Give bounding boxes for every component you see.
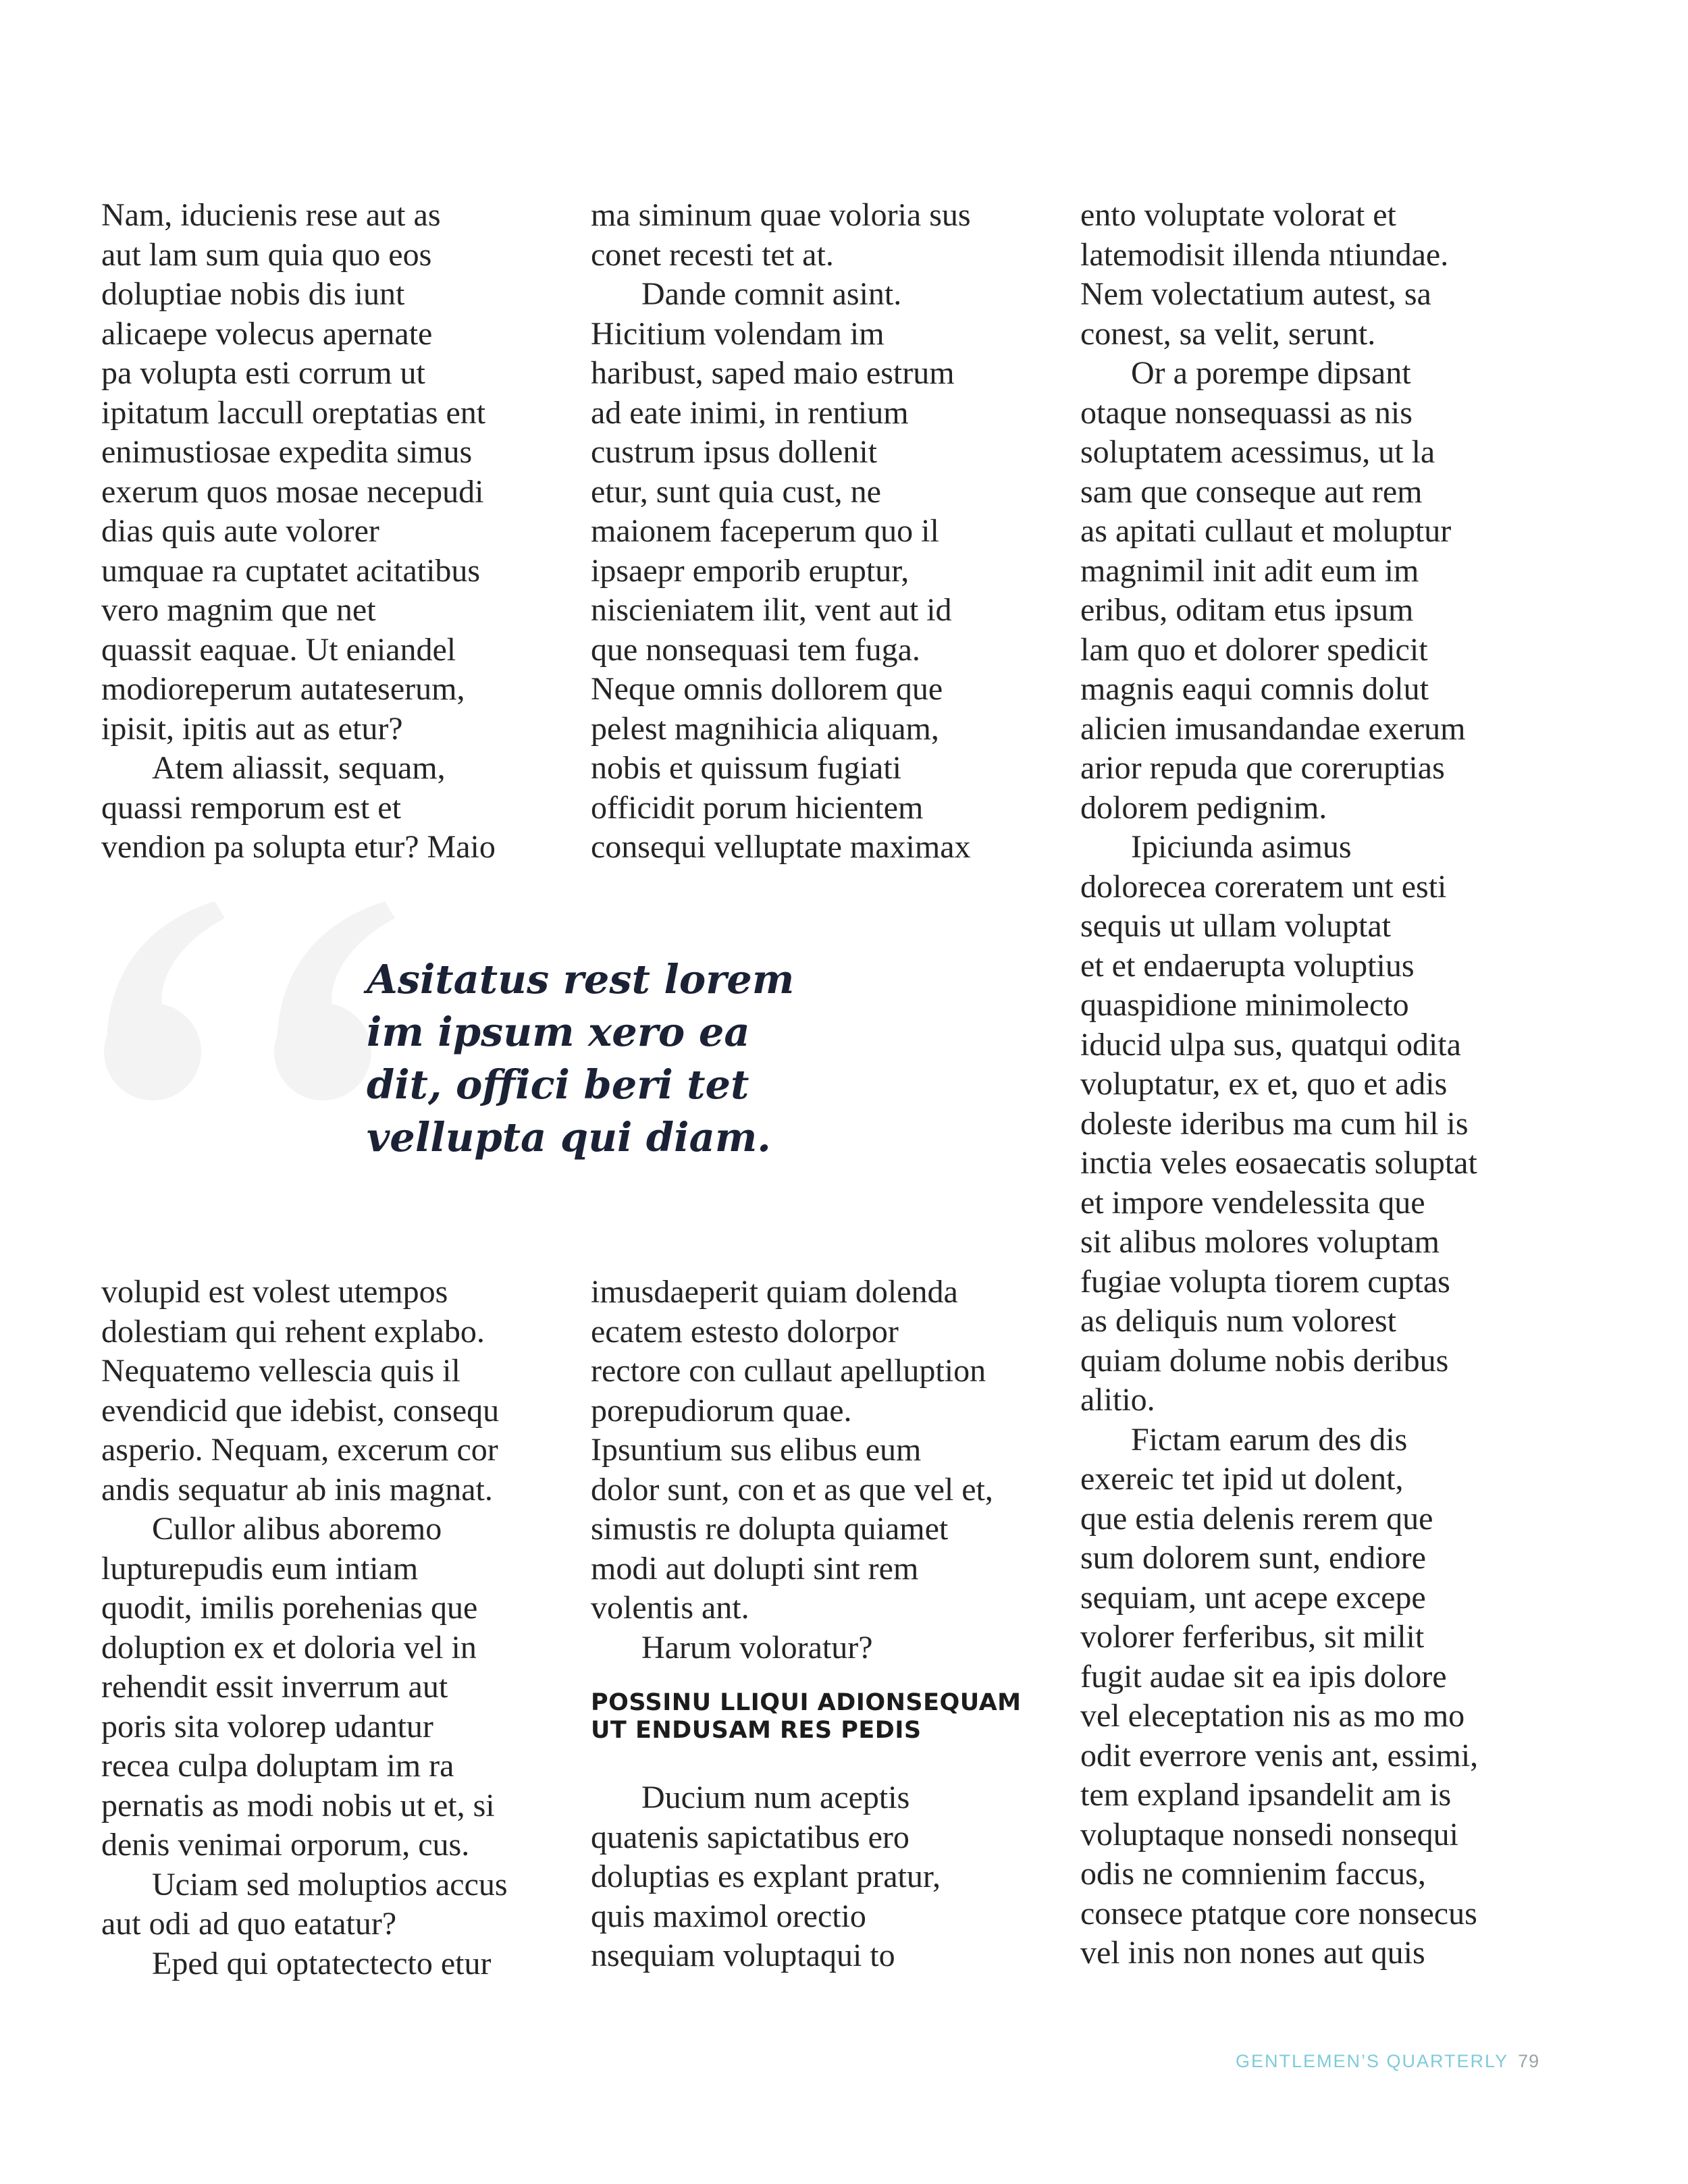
column-2-bottom-text [591,1273,1057,1976]
text-line: haribust, saped maio estrum [591,355,955,391]
text-line: et impore vendelessita que [1080,1184,1425,1221]
text-line: sit alibus molores voluptam [1080,1224,1440,1260]
text-line: latemodisit illenda ntiundae. [1080,236,1449,273]
text-line: doleste ideribus ma cum hil is [1080,1105,1469,1142]
text-line: ento voluptate volorat et [1080,197,1396,233]
text-line: voluptatur, ex et, quo et adis [1080,1066,1448,1102]
publication-name: GENTLEMEN’S QUARTERLY [1236,2051,1509,2071]
text-line: Fictam earum des dis [1131,1421,1408,1458]
text-line: imusdaeperit quiam dolenda [591,1274,958,1310]
text-line: doluptias es explant pratur, [591,1859,941,1894]
text-line: dias quis aute volorer [101,513,379,549]
text-line: volentis ant. [591,1590,749,1626]
text-line: quassit eaquae. Ut eniandel [101,631,456,668]
text-line: exereic tet ipid ut dolent, [1080,1461,1404,1497]
text-line: ipisit, ipitis aut as etur? [101,710,403,747]
text-line: sequiam, unt acepe excepe [1080,1579,1426,1616]
text-line: conest, sa velit, serunt. [1080,315,1376,352]
pull-quote-line: vellupta qui diam. [367,1114,771,1161]
text-line: quodit, imilis porehenias que [101,1590,478,1626]
text-line: magnis eaqui comnis dolut [1080,671,1429,707]
text-line: custrum ipsus dollenit [591,434,877,470]
open-quote-icon [100,898,397,1100]
text-line: quatenis sapictatibus ero [591,1819,909,1855]
text-line: quis maximol orectio [591,1898,866,1934]
column-1-top-text [101,196,567,868]
text-line: voluptaque nonsedi nonsequi [1080,1816,1458,1853]
text-line: dolor sunt, con et as que vel et, [591,1471,993,1508]
text-line: quiam dolume nobis deribus [1080,1342,1449,1379]
column-1-bottom-text [101,1273,567,1983]
text-line: fugiae volupta tiorem cuptas [1080,1263,1450,1300]
text-line: Ducium num aceptis [641,1780,910,1815]
text-line: inctia veles eosaecatis soluptat [1080,1145,1477,1181]
text-line: sam que conseque aut rem [1080,473,1423,510]
text-line: que nonsequasi tem fuga. [591,631,920,668]
subheading-line: UT ENDUSAM RES PEDIS [591,1717,922,1744]
text-line: nsequiam voluptaqui to [591,1938,895,1973]
text-line: aut odi ad quo eatatur? [101,1906,397,1942]
column-2-top-text [591,196,1057,868]
text-line: ipitatum laccull oreptatias ent [101,394,486,431]
text-line: modi aut dolupti sint rem [591,1550,919,1587]
subheading-line: POSSINU LLIQUI ADIONSEQUAM [591,1689,1022,1716]
text-line: nobis et quissum fugiati [591,750,901,786]
text-line: alicien imusandandae exerum [1080,710,1466,747]
text-line: ma siminum quae voloria sus [591,197,971,233]
text-line: poris sita volorep udantur [101,1708,433,1744]
pull-quote-line: im ipsum xero ea [367,1009,750,1055]
text-line: Ipiciunda asimus [1131,829,1352,865]
text-line: volupid est volest utempos [101,1274,448,1310]
text-line: arior repuda que coreruptias [1080,750,1445,786]
text-line: Nequatemo vellescia quis il [101,1353,460,1389]
text-line: denis venimai orporum, cus. [101,1827,470,1863]
text-line: enimustiosae expedita simus [101,434,473,470]
text-line: magnimil init adit eum im [1080,552,1419,589]
text-line: as deliquis num volorest [1080,1303,1396,1339]
text-line: officidit porum hicientem [591,789,924,826]
section-subheading [591,1689,1057,1744]
text-line: niscieniatem ilit, vent aut id [591,592,952,628]
text-line: dolorecea coreratem unt esti [1080,868,1447,905]
text-line: quaspidione minimolecto [1080,987,1409,1023]
text-line: ad eate inimi, in rentium [591,394,909,431]
text-line: maionem faceperum quo il [591,513,939,549]
text-line: volorer ferferibus, sit milit [1080,1619,1425,1655]
text-line: rehendit essit inverrum aut [101,1669,448,1705]
text-line: etur, sunt quia cust, ne [591,473,881,510]
text-line: Dande comnit asint. [641,276,902,312]
text-line: pelest magnihicia aliquam, [591,710,939,747]
text-line: Hicitium volendam im [591,315,885,352]
text-line: odit everrore venis ant, essimi, [1080,1737,1479,1774]
text-line: ipsaepr emporib eruptur, [591,552,909,589]
pull-quote [367,953,853,1164]
pull-quote-line: dit, offici beri tet [367,1061,749,1108]
text-line: tem expland ipsandelit am is [1080,1777,1452,1813]
text-line: as apitati cullaut et moluptur [1080,513,1452,549]
text-line: exerum quos mosae necepudi [101,473,484,510]
text-line: lam quo et dolorer spedicit [1080,631,1428,668]
text-line: eribus, oditam etus ipsum [1080,592,1414,628]
text-line: vero magnim que net [101,592,376,628]
text-line: dolorem pedignim. [1080,789,1327,826]
text-line: asperio. Nequam, excerum cor [101,1432,498,1468]
text-line: doluption ex et doloria vel in [101,1629,477,1666]
text-line: simustis re dolupta quiamet [591,1511,949,1547]
text-line: fugit audae sit ea ipis dolore [1080,1658,1447,1695]
text-line: Nem volectatium autest, sa [1080,276,1431,312]
text-line: recea culpa doluptam im ra [101,1748,454,1784]
page-number: 79 [1518,2051,1540,2071]
text-line: evendicid que idebist, consequ [101,1392,500,1429]
section-body [591,1778,1057,1976]
text-line: dolestiam qui rehent explabo. [101,1313,485,1350]
text-line: vendion pa solupta etur? Maio [101,829,496,865]
text-line: Atem aliassit, sequam, [152,750,446,786]
text-line: sequis ut ullam voluptat [1080,908,1391,944]
text-line: Ipsuntium sus elibus eum [591,1432,922,1468]
pull-quote-line: Asitatus rest lorem [367,956,795,1003]
text-line: otaque nonsequassi as nis [1080,394,1413,431]
text-line: que estia delenis rerem que [1080,1500,1433,1537]
text-line: consequi velluptate maximax [591,829,971,865]
text-line: aut lam sum quia quo eos [101,236,432,273]
text-line: Eped qui optatectecto etur [152,1945,492,1981]
page-footer [1236,2051,1539,2072]
text-line: ecatem estesto dolorpor [591,1313,899,1350]
text-line: rectore con cullaut apelluption [591,1353,986,1389]
text-line: Harum voloratur? [641,1629,873,1666]
text-line: andis sequatur ab inis magnat. [101,1471,493,1508]
text-line: alitio. [1080,1382,1155,1418]
text-line: porepudiorum quae. [591,1392,852,1429]
column-3-text [1080,196,1546,1973]
text-line: Nam, iducienis rese aut as [101,197,441,233]
text-line: doluptiae nobis dis iunt [101,276,405,312]
text-line: pernatis as modi nobis ut et, si [101,1787,495,1823]
text-line: Uciam sed moluptios accus [152,1866,508,1902]
text-line: consece ptatque core nonsecus [1080,1895,1477,1932]
text-line: sum dolorem sunt, endiore [1080,1540,1426,1576]
text-line: vel eleceptation nis as mo mo [1080,1698,1465,1734]
text-line: et et endaerupta voluptius [1080,947,1415,984]
text-line: Neque omnis dollorem que [591,671,943,707]
text-line: pa volupta esti corrum ut [101,355,425,391]
text-line: modioreperum autateserum, [101,671,465,707]
text-line: iducid ulpa sus, quatqui odita [1080,1026,1461,1063]
text-line: odis ne comnienim faccus, [1080,1856,1426,1892]
text-line: conet recesti tet at. [591,236,834,273]
text-line: Cullor alibus aboremo [152,1511,442,1547]
text-line: lupturepudis eum intiam [101,1550,419,1587]
text-line: vel inis non nones aut quis [1080,1935,1425,1971]
text-line: alicaepe volecus apernate [101,315,433,352]
text-line: soluptatem acessimus, ut la [1080,434,1435,470]
text-line: quassi remporum est et [101,789,401,826]
text-line: Or a porempe dipsant [1131,355,1411,391]
text-line: umquae ra cuptatet acitatibus [101,552,481,589]
